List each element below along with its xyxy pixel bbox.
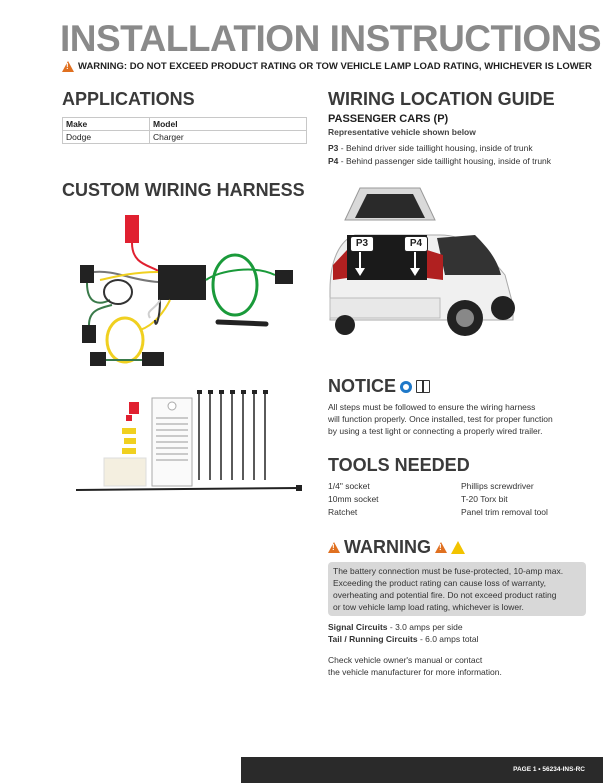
- signal-circuits-value: - 3.0 amps per side: [387, 622, 463, 632]
- cell-make: Dodge: [63, 131, 150, 144]
- cell-model: Charger: [150, 131, 307, 144]
- location-text: - Behind passenger side taillight housing, inside of trunk: [338, 156, 552, 166]
- warning-line: or tow vehicle lamp load rating, whichever is lower.: [333, 602, 524, 612]
- tool-item: Panel trim removal tool: [461, 507, 548, 517]
- warning-panel: [328, 562, 586, 616]
- owner-manual-note: [328, 654, 502, 678]
- table-row: [63, 131, 307, 144]
- manual-book-icon: [416, 380, 430, 393]
- tool-item: Ratchet: [328, 507, 358, 517]
- signal-circuits-label: Signal Circuits: [328, 622, 388, 632]
- warning-heading: [328, 537, 465, 558]
- photo-label-p4: P4: [404, 236, 428, 252]
- tail-circuits-rating: [328, 633, 479, 645]
- applications-heading: APPLICATIONS: [62, 89, 195, 109]
- warning-triangle-icon: [62, 61, 74, 72]
- wiring-location-item: [328, 142, 533, 154]
- notice-line: will function properly. Once installed, test for proper function: [328, 414, 553, 424]
- wiring-guide-note: Representative vehicle shown below: [328, 127, 476, 137]
- info-circle-icon: [400, 381, 412, 393]
- wiring-guide-heading: WIRING LOCATION GUIDE: [328, 89, 555, 109]
- tool-item: 10mm socket: [328, 494, 379, 504]
- electrical-hazard-icon: [451, 541, 465, 554]
- photo-label-p3: P3: [350, 236, 374, 252]
- page-title: INSTALLATION INSTRUCTIONS: [60, 18, 602, 59]
- harness-heading: CUSTOM WIRING HARNESS: [62, 180, 305, 200]
- location-code: P3: [328, 143, 339, 153]
- applications-table: [62, 117, 307, 144]
- notice-line: by using a test light or connecting a properly wired trailer.: [328, 426, 543, 436]
- wiring-guide-subheading: PASSENGER CARS (P): [328, 113, 449, 125]
- tools-list-right: [461, 480, 548, 519]
- footer-page-number: PAGE 1 • 56234-INS-RC: [513, 766, 585, 773]
- tools-list-left: [328, 480, 379, 519]
- owner-manual-line: Check vehicle owner's manual or contact: [328, 655, 483, 665]
- tools-heading: TOOLS NEEDED: [328, 455, 470, 475]
- top-warning: [62, 61, 592, 72]
- top-warning-text: WARNING: DO NOT EXCEED PRODUCT RATING OR TOW VEHICLE LAMP LOAD RATING, WHICHEVER IS LOWER: [78, 61, 592, 72]
- harness-illustration: [70, 210, 320, 385]
- tool-item: 1/4" socket: [328, 481, 370, 491]
- warning-line: overheating and potential fire. Do not exceed product rating: [333, 590, 557, 600]
- wiring-location-item: [328, 155, 551, 167]
- warning-line: The battery connection must be fuse-protected, 10-amp max.: [333, 566, 564, 576]
- hardware-kit-illustration: [74, 388, 304, 500]
- warning-triangle-icon: [328, 542, 340, 553]
- tool-item: T-20 Torx bit: [461, 494, 508, 504]
- warning-triangle-icon: [435, 542, 447, 553]
- notice-heading: [328, 376, 430, 397]
- location-text: - Behind driver side taillight housing, inside of trunk: [338, 143, 533, 153]
- table-header-row: [63, 118, 307, 131]
- signal-circuits-rating: [328, 621, 479, 633]
- warning-line: Exceeding the product rating can cause loss of warranty,: [333, 578, 546, 588]
- warning-heading-text: WARNING: [344, 537, 431, 557]
- tail-circuits-value: - 6.0 amps total: [417, 634, 479, 644]
- tail-circuits-label: Tail / Running Circuits: [328, 634, 418, 644]
- page-footer: [241, 757, 603, 783]
- vehicle-photo: [325, 180, 520, 350]
- notice-heading-text: NOTICE: [328, 376, 397, 396]
- owner-manual-line: the vehicle manufacturer for more information.: [328, 667, 502, 677]
- notice-text: [328, 401, 553, 437]
- tool-item: Phillips screwdriver: [461, 481, 534, 491]
- circuit-ratings: [328, 621, 479, 645]
- notice-line: All steps must be followed to ensure the wiring harness: [328, 402, 536, 412]
- location-code: P4: [328, 156, 339, 166]
- column-header-model: Model: [150, 118, 307, 131]
- column-header-make: Make: [63, 118, 150, 131]
